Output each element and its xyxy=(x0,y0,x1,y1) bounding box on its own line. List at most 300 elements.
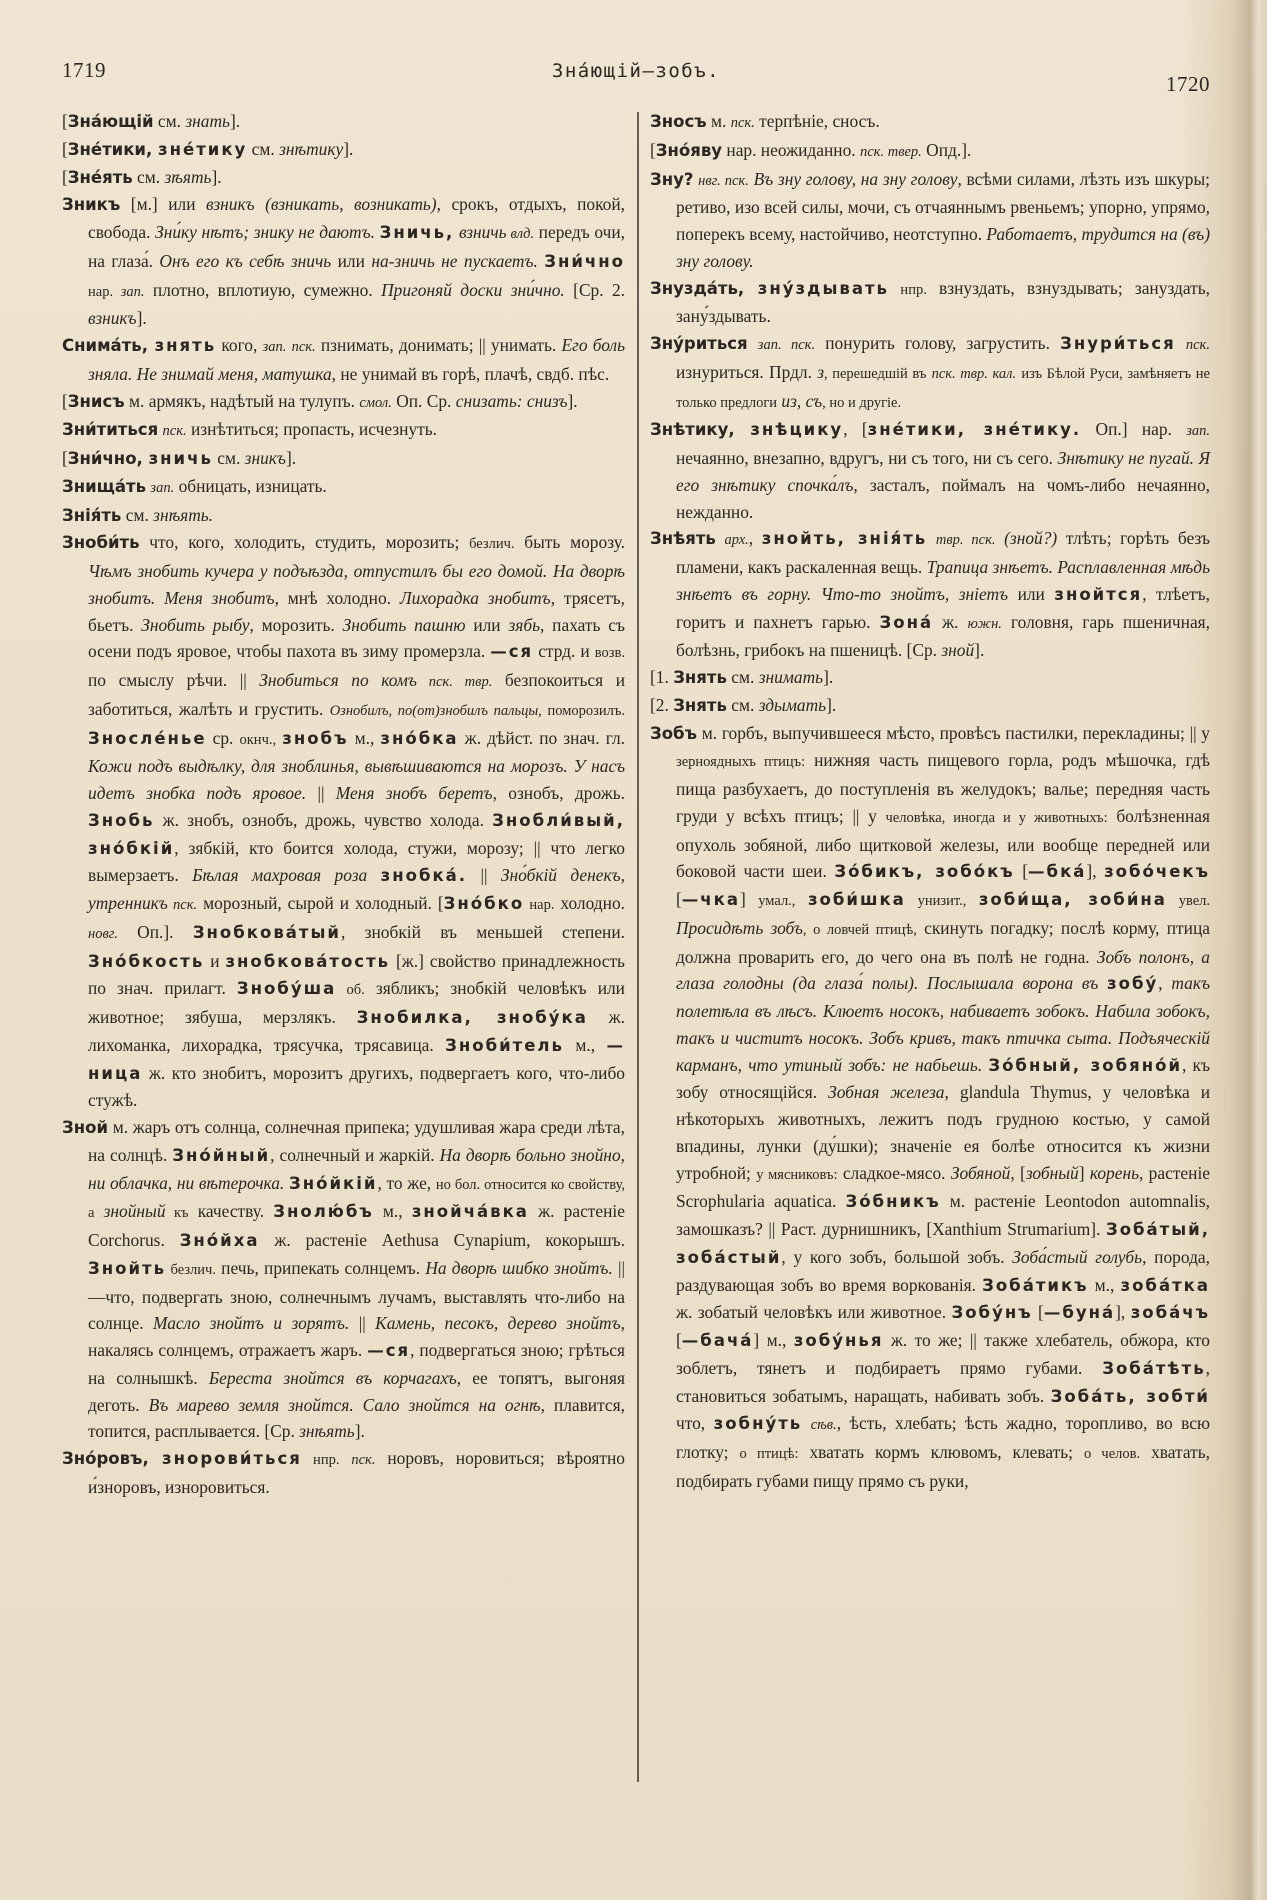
entry-text: изнѣтиться; пропасть, исчезнуть. xyxy=(186,419,438,440)
entry-text: взникъ (взникать, возникать) xyxy=(206,194,437,215)
entry-text: печь, припекать солнцемъ. xyxy=(215,1257,426,1278)
entry-text: зап. xyxy=(120,283,145,300)
entry-text: , срокъ, отдыхъ, покой, свобода. xyxy=(88,194,625,242)
headword: Зносъ xyxy=(650,112,707,131)
entry-text: [ xyxy=(62,111,68,131)
dictionary-entry xyxy=(62,1114,625,1445)
entry-text: о челов. xyxy=(1083,1446,1141,1462)
entry-text: зѣять xyxy=(164,166,212,187)
entry-text: ]. xyxy=(136,308,147,329)
dictionary-entry xyxy=(62,191,625,332)
entry-text: Работаетъ, трудится на (въ) зну голову. xyxy=(676,224,1210,271)
entry-text xyxy=(966,889,979,909)
headword: Знища́ть xyxy=(62,476,147,496)
entry-text: холодно. xyxy=(554,893,625,913)
entry-text: ср. xyxy=(206,727,240,748)
headword: зне́тики, зне́тику. xyxy=(867,420,1082,440)
entry-text: нар. xyxy=(88,283,121,300)
entry-text: пзнимать, донимать; || унимать. xyxy=(315,335,562,355)
left-column xyxy=(62,108,625,1501)
dictionary-entry xyxy=(650,525,1210,664)
entry-text: пск. xyxy=(351,1452,376,1468)
entry-text: , тлѣетъ, горитъ и пахнетъ гарью. xyxy=(676,583,1210,632)
entry-text: , всѣми силами, лѣзть изъ шкуры; ретиво, изо всей силы, мочи, съ отчаяннымъ рвеньемъ; упорно, упрямо, поперекъ всему, настойчиво, неотступно. xyxy=(676,168,1210,244)
entry-text: ж. растеніе Aethusa Cynapium, кокорышъ. xyxy=(259,1230,625,1250)
entry-text: стрд. и xyxy=(533,641,595,662)
headword: Зно́йкій xyxy=(289,1173,378,1193)
entry-text: норовъ, норовиться; вѣроятно и́зноровъ, изноровиться. xyxy=(88,1448,625,1497)
headword: Знобу́ша xyxy=(236,979,337,999)
headword: Зно́бко xyxy=(443,894,525,913)
entry-text xyxy=(1098,973,1107,993)
entry-text: пск. xyxy=(730,115,755,131)
headword: зно́бка xyxy=(380,728,459,748)
entry-text: см. xyxy=(726,694,759,715)
entry-text: ]. xyxy=(343,138,354,159)
page-number-right: 1720 xyxy=(1166,72,1210,96)
dictionary-entry xyxy=(62,164,625,192)
entry-text: знѣять xyxy=(299,1421,355,1442)
entry-text: пск. твр. xyxy=(416,674,493,690)
entry-text xyxy=(927,528,936,548)
entry-text: , xyxy=(748,528,762,549)
entry-text: [ж.] свойство принадлежность по знач. прилагт. xyxy=(88,950,625,999)
entry-text: терпѣніе, сносъ. xyxy=(754,111,880,131)
entry-text: || xyxy=(349,1313,376,1334)
entry-text: передъ очи, на глаза́. xyxy=(88,222,625,271)
entry-text: корень xyxy=(1089,1162,1139,1183)
entry-text: сѣв. xyxy=(810,1417,837,1434)
headword: Зно́ровъ, xyxy=(62,1449,163,1468)
headword: —ся xyxy=(490,642,534,662)
entry-text: зникъ xyxy=(244,448,286,468)
headword: Знузда́ть, xyxy=(650,278,758,298)
entry-text: скинуть погадку; послѣ корму, птица должна проварить его, до чего она въ полѣ не годна. xyxy=(676,917,1210,967)
entry-text: , пахать съ осени подъ яровое, чтобы пахота въ зиму промерзла. xyxy=(88,614,625,662)
entry-text: или xyxy=(331,250,372,271)
headword: Снима́ть, xyxy=(62,336,155,355)
entry-text: , морозить. xyxy=(249,614,343,635)
entry-text: или xyxy=(1008,583,1055,604)
entry-text xyxy=(802,1413,810,1433)
headword: зничь xyxy=(148,449,213,468)
headword: знойтся xyxy=(1054,584,1143,604)
entry-text: Лихорадка знобитъ xyxy=(399,587,551,608)
entry-text: Въ марево земля знойтся. Сало знойтся на огнѣ xyxy=(148,1394,541,1415)
entry-text: Кожи подъ выдѣлку, для зноблинья, вывѣшиваются на морозъ. У насъ идетъ знобка подъ яровое. xyxy=(88,756,625,803)
entry-text: понурить голову, загрустить. xyxy=(815,333,1061,353)
entry-text: человѣка, иногда и у животныхъ: xyxy=(885,809,1108,826)
dictionary-entry xyxy=(650,330,1210,416)
entry-text: знѣять. xyxy=(153,504,214,525)
entry-text: м., xyxy=(1088,1274,1121,1295)
headword: Зона́ xyxy=(879,612,934,632)
entry-text: снизать: снизъ xyxy=(455,390,568,411)
headword: Зоба́тикъ xyxy=(982,1275,1089,1295)
entry-text: м., xyxy=(373,1201,412,1222)
headword: знойть, знія́ть xyxy=(761,529,928,549)
entry-text: такъ полетѣла въ лѣсъ. Клюетъ носокъ, набиваетъ зобокъ. Набила зобокъ, такъ и чиститъ носокъ. Зобъ кривъ, такъ птичка сыта. Подъяческій карманъ, что утиный зобъ: не набьешь. xyxy=(676,973,1210,1075)
headword: Зникъ xyxy=(62,195,121,215)
entry-text: об. xyxy=(336,982,365,999)
entry-text: ж. кто знобитъ, морозитъ другихъ, подвергаетъ кого, что-либо стужѣ. xyxy=(88,1062,625,1111)
headword: Зничь, xyxy=(379,223,455,242)
entry-text: , къ зобу относящійся. xyxy=(676,1054,1210,1103)
entry-text: [ xyxy=(650,139,656,160)
entry-text: ]. xyxy=(567,390,578,411)
entry-text: , мнѣ холодно. xyxy=(274,587,400,608)
entry-text: Масло знойтъ и зорятъ. xyxy=(152,1313,350,1334)
entry-text: см. xyxy=(153,111,186,131)
entry-text: или xyxy=(465,614,509,635)
entry-text: хватать, подбирать губами пищу прямо съ руки, xyxy=(676,1442,1210,1491)
entry-text: Меня знобъ беретъ xyxy=(335,783,493,803)
entry-text: м. горбъ, выпучившееся мѣсто, провѣсъ пастилки, перекладины; || у xyxy=(696,722,1210,743)
entry-text: новг. xyxy=(88,925,118,942)
entry-text: здымать xyxy=(758,694,827,715)
headword: знорови́ться xyxy=(162,1449,302,1468)
headword: Знять xyxy=(673,695,727,715)
headword: Зобу́нъ xyxy=(951,1303,1033,1323)
entry-text: [ xyxy=(62,138,68,159)
entry-text: Зни́ку нѣтъ; знику не даютъ. xyxy=(155,222,375,242)
entry-text: || xyxy=(306,783,336,803)
entry-text: [Ср. 2. xyxy=(564,279,626,300)
dictionary-entry xyxy=(62,332,625,388)
entry-text: пск. xyxy=(162,423,187,440)
headword: Зо́бикъ, зобо́къ xyxy=(834,862,1015,882)
entry-text: на-зничь не пускаетъ. xyxy=(371,250,538,271)
headword: Зна́ющій xyxy=(67,112,154,131)
entry-text: болѣзненная опухоль зобяной, либо щитковой железы, или вообще передней или боковой части шеи. xyxy=(676,805,1210,882)
entry-text xyxy=(367,865,380,885)
dictionary-entry xyxy=(62,108,625,136)
dictionary-entry xyxy=(62,529,625,1114)
dictionary-entry xyxy=(650,720,1210,1495)
entry-text: твр. пск. xyxy=(935,532,996,549)
entry-text: сладкое-мясо. xyxy=(837,1162,951,1183)
headword: знобъ xyxy=(282,728,349,748)
headword: —чка xyxy=(681,890,740,909)
entry-text: , xyxy=(1158,973,1172,994)
headword: зобо́чекъ xyxy=(1104,862,1210,882)
entry-text: кого, xyxy=(216,335,263,355)
entry-text: [м.] или xyxy=(120,194,207,215)
entry-text: см. xyxy=(132,166,165,187)
entry-text: ], xyxy=(1115,1302,1131,1323)
entry-text: Береста знойтся въ корчагахъ xyxy=(208,1367,457,1388)
entry-text: зерноядныхъ птицъ: xyxy=(676,754,806,771)
dictionary-entry xyxy=(62,136,625,164)
entry-text: м. армякъ, надѣтый на тулупъ. xyxy=(124,390,360,411)
entry-text: окнч., xyxy=(239,731,277,748)
headword: Зно́йный xyxy=(172,1145,271,1165)
entry-text: и xyxy=(204,950,226,971)
entry-text: , становиться зобатымъ, наращать, набивать зобъ. xyxy=(676,1357,1210,1406)
entry-text: морозный, сырой и холодный. [ xyxy=(197,893,444,913)
entry-text: Въ зну голову, на зну голову xyxy=(753,168,958,189)
entry-text: ж. то же; || также хлебатель, обжора, кто зоблетъ, тянетъ и подбираетъ прямо губами. xyxy=(676,1330,1210,1378)
entry-text: пск. xyxy=(167,897,198,913)
entry-text: плотно, вплотиую, сумежно. xyxy=(144,279,382,300)
entry-text: влд. xyxy=(506,226,535,242)
entry-text: м. жаръ отъ солнца, солнечная припека; удушливая жара среди лѣта, на солнцѣ. xyxy=(88,1117,625,1165)
headword: Зоба́ть, зобти́ xyxy=(1050,1386,1210,1406)
entry-text: ]. xyxy=(285,448,297,468)
entry-text: Зобная железа xyxy=(828,1082,945,1103)
entry-text: (зной?) xyxy=(1004,528,1058,549)
entry-text: нар. неожиданно. xyxy=(722,139,860,160)
entry-text: хватать кормъ клювомъ, клевать; xyxy=(798,1442,1084,1462)
headword: зобну́ть xyxy=(713,1414,803,1434)
entry-text: м., xyxy=(348,727,381,748)
headword: зобу́ xyxy=(1107,974,1159,994)
headword: знѣцику xyxy=(750,420,844,440)
headword: Знѣять xyxy=(650,529,716,549)
entry-text: Бѣлая махровая роза xyxy=(192,865,368,886)
headword: знойча́вка xyxy=(411,1202,529,1222)
entry-text: пск. твр. кал. xyxy=(931,365,1017,382)
entry-text xyxy=(716,528,725,548)
headword: Зну́риться xyxy=(650,334,748,353)
entry-text: Знобить пашню xyxy=(342,614,466,635)
entry-text: м., xyxy=(563,1034,607,1055)
headword: Зноби́тель xyxy=(445,1035,564,1055)
entry-text: [ xyxy=(1014,861,1029,882)
entry-text: [ xyxy=(62,448,68,468)
dictionary-entry xyxy=(650,275,1210,331)
dictionary-entry xyxy=(62,445,625,473)
entry-text: поморозилъ. xyxy=(541,702,625,719)
entry-text: ж. лихоманка, лихорадка, трясучка, трясавица. xyxy=(88,1007,625,1055)
entry-text: , засталъ, поймалъ на чомъ-либо нечаянно, нежданно. xyxy=(676,474,1211,522)
entry-text: На дворѣ шибко знойтъ. xyxy=(425,1257,613,1278)
entry-text: Зобяной xyxy=(950,1162,1011,1183)
entry-text: обницать, изницать. xyxy=(174,475,327,496)
entry-text: , трясетъ, бьетъ. xyxy=(88,587,626,635)
entry-text: знѣтику xyxy=(279,138,344,159)
entry-text: изнуриться. Прдл. xyxy=(676,361,818,382)
entry-text: , ее топятъ, выгоняя деготь. xyxy=(88,1367,625,1415)
entry-text: зобный xyxy=(1025,1162,1079,1183)
headword: —бка́ xyxy=(1028,862,1087,882)
entry-text: знать xyxy=(185,111,230,131)
dictionary-entry xyxy=(650,664,1210,692)
entry-text xyxy=(339,1448,351,1468)
entry-text: къ xyxy=(165,1205,189,1222)
entry-text: нвг. пск. xyxy=(698,172,749,189)
entry-text: , порода, раздувающая зобъ во время воркованія. xyxy=(676,1246,1210,1295)
entry-text: ] xyxy=(739,889,759,909)
entry-text: Пригоняй доски зни́чно. xyxy=(381,279,565,300)
entry-text: , о ловчей птицѣ, xyxy=(802,921,917,938)
headword: Зни́титься xyxy=(62,420,159,440)
entry-text: , ознобъ, дрожь. xyxy=(492,783,625,803)
entry-text: быть морозу. xyxy=(514,532,626,553)
entry-text: у мясниковъ: xyxy=(756,1166,838,1183)
entry-text: [ xyxy=(1032,1302,1044,1323)
headword: Зне́ять xyxy=(67,167,133,187)
entry-text: качеству. xyxy=(188,1201,274,1222)
headword: знять xyxy=(154,336,217,355)
entry-text: см. xyxy=(247,138,280,159)
entry-text: , [ xyxy=(1010,1162,1026,1183)
entry-text: ]. xyxy=(229,111,241,131)
headword: Знѣтику, xyxy=(650,420,751,440)
entry-text: южн. xyxy=(967,615,1002,632)
entry-text: , то же, xyxy=(377,1172,436,1193)
entry-text: пск. xyxy=(291,339,316,355)
entry-text: нпр. xyxy=(888,281,927,298)
entry-text: Зоба́стый голубь xyxy=(1012,1246,1143,1267)
entry-text: знимать xyxy=(758,667,824,687)
entry-text: см. xyxy=(726,667,759,687)
entry-text: зябь xyxy=(508,614,540,635)
entry-text: см. xyxy=(121,504,154,525)
entry-text: Зобъ полонъ, а глаза голодны (да глаза́ полы). Послышала ворона въ xyxy=(676,946,1210,994)
entry-text: || xyxy=(467,865,501,886)
column-divider xyxy=(637,112,639,1782)
entry-text: арх. xyxy=(724,532,749,549)
headword: Зни́чно, xyxy=(67,449,149,468)
headword: Знобилка, знобу́ка xyxy=(356,1008,588,1027)
entry-text: взнуздать, взнуздывать; зануздать, зану́здывать. xyxy=(676,277,1210,327)
entry-text: , подвергаться зною; грѣться на солнышкѣ. xyxy=(88,1340,625,1388)
entry-text: нпр. xyxy=(301,1452,340,1468)
entry-text: Знобить рыбу xyxy=(141,614,250,635)
entry-text: [ xyxy=(62,390,68,411)
headword: —бача́ xyxy=(681,1331,754,1350)
entry-text: ], xyxy=(1086,861,1105,882)
headword: зну́здывать xyxy=(757,278,889,298)
entry-text: Просидѣть зобъ xyxy=(676,917,803,938)
entry-text: унизит., xyxy=(905,893,967,909)
entry-text: Опд.]. xyxy=(921,139,972,160)
headword: зобу́нья xyxy=(793,1331,884,1350)
entry-text: Оп.] нар. xyxy=(1081,419,1187,440)
right-column xyxy=(650,108,1210,1495)
headword: Знолю́бъ xyxy=(273,1202,374,1222)
headword: Зо́бникъ xyxy=(845,1192,941,1212)
entry-text: з xyxy=(817,361,825,382)
entry-text: ]. xyxy=(826,694,837,715)
entry-text: , накалясь солнцемъ, отражаетъ жаръ. xyxy=(88,1313,625,1360)
entry-text: || —что, подвергать зною, солнечнымъ лучамъ, выставлять что-либо на солнце. xyxy=(88,1257,625,1334)
entry-text: м. растеніе Leontodon automnalis, замошказъ? || Раст. дурнишникъ, [Xanthium Strumarium]. xyxy=(676,1191,1210,1239)
entry-text: взничь xyxy=(458,222,507,242)
entry-text: [ xyxy=(62,166,68,187)
headword: —буна́ xyxy=(1043,1303,1116,1323)
entry-text: , плавится, топится, расплывается. [Ср. xyxy=(88,1394,625,1442)
entry-text: умал., xyxy=(758,893,796,909)
entry-text: смол. xyxy=(359,394,392,411)
entry-text: ]. xyxy=(211,166,222,187)
entry-text: , glandula Thymus, у человѣка и нѣкоторыхъ животныхъ, лежитъ подъ грудною костью, у самой впадины, лунки (ду́шки); значеніе ея болѣе относится къ жизни утробной; xyxy=(676,1082,1211,1183)
entry-text: головня, гарь пшеничная, болѣзнь, грибокъ на пшеницѣ. [Ср. xyxy=(676,611,1211,661)
entry-text: безлич. xyxy=(166,1261,216,1278)
entry-text: нижняя часть пищевого горла, родъ мѣшочка, гдѣ пища разбухаетъ, до поступленія въ желудокъ; валье; передняя часть груди у всѣхъ птицъ; || у xyxy=(676,750,1210,826)
entry-text: изъ Бѣлой Руси, замѣняетъ не только предлоги xyxy=(676,365,1210,411)
entry-text: Трапица знѣетъ. Расплавленная мѣдь знѣетъ въ горну. Что-то знойтъ, зніетъ xyxy=(676,557,1210,604)
headword: Зо́бный, зобяно́й xyxy=(988,1055,1183,1075)
entry-text: Онъ его къ себѣ зничь xyxy=(159,250,332,271)
headword: Знобь xyxy=(88,810,155,830)
entry-text: безпокоиться и заботиться, жалѣть и грустить. xyxy=(88,670,626,719)
entry-text: Зно́бкій денекъ, утренникъ xyxy=(88,865,625,913)
headword: зоба́чъ xyxy=(1130,1303,1210,1323)
entry-text: , перешедшій въ xyxy=(824,365,927,382)
entry-text: ж. растеніе Corchorus. xyxy=(88,1201,625,1250)
entry-text xyxy=(748,333,758,353)
entry-text: зап. xyxy=(262,339,287,355)
entry-text: зап. xyxy=(1186,423,1210,440)
entry-text: , знобкій въ меньшей степени. xyxy=(340,921,625,942)
dictionary-entry xyxy=(62,388,625,417)
entry-text: но бол. относится ко свойству, а xyxy=(88,1176,625,1222)
entry-text: ]. xyxy=(354,1421,365,1442)
entry-text: [2. xyxy=(650,694,674,715)
entry-text: что, xyxy=(676,1413,714,1434)
headword: Зно́йха xyxy=(179,1231,260,1250)
headword: —ся xyxy=(367,1341,411,1360)
headword: Зобъ xyxy=(650,723,697,743)
entry-text: увел. xyxy=(1166,893,1210,909)
dictionary-entry xyxy=(62,416,625,445)
entry-text xyxy=(996,528,1005,548)
headword: Зно́яву xyxy=(655,140,723,160)
entry-text: [ xyxy=(676,1330,682,1350)
entry-text: ] xyxy=(1078,1162,1090,1183)
entry-text: безлич. xyxy=(469,536,515,553)
dictionary-entry xyxy=(650,416,1210,525)
entry-text: , [ xyxy=(843,419,868,440)
entry-text: тлѣть; горѣть безъ пламени, какъ раскаленная вещь. xyxy=(676,528,1210,577)
entry-text: нар. xyxy=(524,897,555,913)
headword: Знять xyxy=(673,668,727,687)
entry-text: ж. дѣйст. по знач. гл. xyxy=(458,727,625,748)
entry-text: Его боль зняла. Не знимай меня, матушка xyxy=(88,335,626,384)
page-number-left: 1719 xyxy=(62,58,106,82)
entry-text: возв. xyxy=(594,645,625,662)
headword: зоба́тка xyxy=(1120,1275,1210,1295)
entry-text: зап. xyxy=(150,479,175,496)
headword: Знури́ться xyxy=(1060,334,1176,353)
entry-text: , солнечный и жаркій. xyxy=(270,1144,440,1165)
entry-text: , ѣсть, хлебать; ѣсть жадно, торопливо, во всю глотку; xyxy=(676,1413,1210,1462)
headword: знобка́. xyxy=(380,866,468,886)
entry-text: Ознобилъ, по(от)знобилъ пальцы, xyxy=(329,702,542,719)
entry-text: Знобиться по комъ xyxy=(259,670,417,690)
page-header xyxy=(62,58,1210,96)
entry-text: На дворѣ больно знойно, ни облачка, ни вѣтерочка. xyxy=(88,1144,625,1193)
headword: —ница xyxy=(88,1035,625,1083)
entry-text: м. xyxy=(706,111,731,131)
entry-text: из, съ xyxy=(781,390,823,411)
entry-text: , у кого зобъ, большой зобъ. xyxy=(781,1246,1013,1267)
headword: Знобли́вый, зно́бкій xyxy=(88,810,625,858)
headword: Зну? xyxy=(650,169,694,189)
headword: Зноби́ть xyxy=(62,533,140,553)
entry-text: , растеніе Scrophularia aquatica. xyxy=(676,1162,1210,1212)
entry-text: ж. знобъ, ознобъ, дрожь, чувство холода. xyxy=(154,809,493,830)
entry-text: о птицѣ: xyxy=(739,1446,799,1462)
dictionary-entry xyxy=(650,108,1210,137)
entry-text: нечаянно, внезапно, вдругъ, ни съ того, ни съ сего. xyxy=(676,448,1058,468)
headword: Зно́бкость xyxy=(88,951,205,971)
entry-text: [1. xyxy=(650,667,674,687)
entry-text: Оп. Ср. xyxy=(391,390,456,411)
entry-text: по смыслу рѣчи. || xyxy=(88,670,260,690)
